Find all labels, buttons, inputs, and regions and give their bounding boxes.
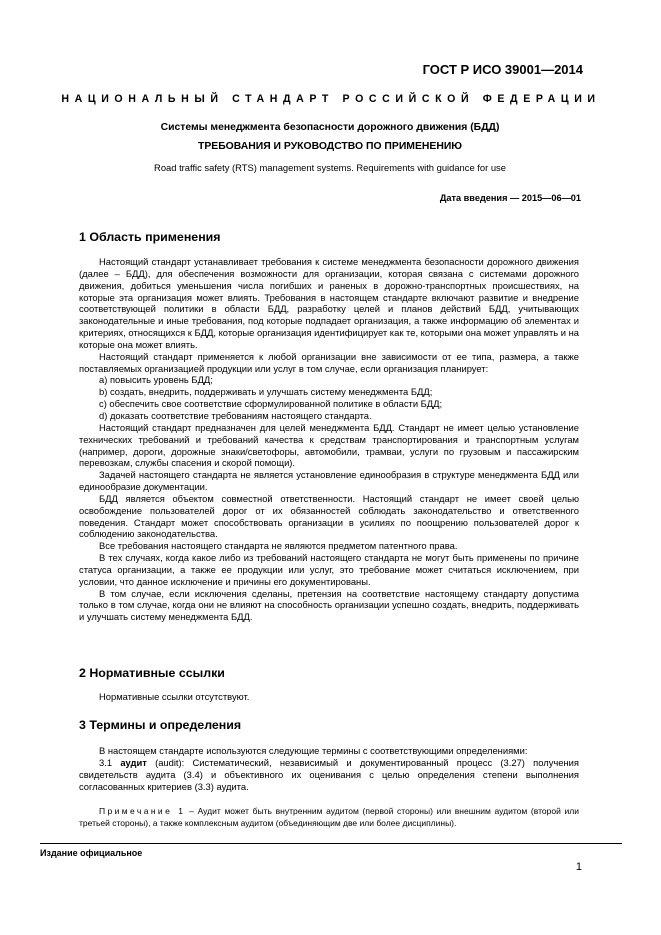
note-text: – Аудит может быть внутренним аудитом (первой стороны) или внешним аудитом (второй или третьей стороны), а также комплексным аудитом (объединяющим две или более дисциплины). <box>79 806 579 828</box>
term-definition <box>79 757 579 793</box>
paragraph: В тех случаях, когда какое либо из требований настоящего стандарта не могут быть применены по причине статуса организации, а также ее продукции или услуг, это требование может считаться исключением, при условии, что данное исключение и причины его документированы. <box>79 552 579 587</box>
note-label: Примечание 1 <box>99 806 186 816</box>
paragraph: Все требования настоящего стандарта не являются предметом патентного права. <box>99 540 458 552</box>
section-1-heading: 1 Область применения <box>79 230 221 244</box>
paragraph: Задачей настоящего стандарта не является установление единообразия в структуре менеджмента БДД или единообразие документации. <box>79 469 579 493</box>
national-standard-banner: НАЦИОНАЛЬНЫЙ СТАНДАРТ РОССИЙСКОЙ ФЕДЕРАЦИИ <box>61 93 601 105</box>
paragraph: Настоящий стандарт применяется к любой организации вне зависимости от ее типа, размера, а также поставляемых организацией продукции или услуг в том случае, если организация планирует: <box>79 350 579 374</box>
footer-divider <box>40 843 622 844</box>
section-3-heading: 3 Термины и определения <box>79 718 242 732</box>
paragraph: В настоящем стандарте используются следующие термины с соответствующими определениями: <box>99 745 528 756</box>
page-number: 1 <box>575 861 582 873</box>
edition-label: Издание официальное <box>40 848 143 858</box>
paragraph: Настоящий стандарт устанавливает требования к системе менеджмента безопасности дорожного движения (далее – БДД), для обеспечения возможности для организации, которая связана с системами дорожного движения, добиться уменьшения числа погибших и раненых в дорожно-транспортных происшествиях, на которые эта организация может влиять. Требования в настоящем стандарте включают развитие и внедрение соответствующей политики в области БДД, разработку целей и планов действий БДД, учитывающих законодательные и иные требования, под которые подпадает организация, а также информацию об элементах и критериях, относящихся к БДД, которые организация идентифицирует как те, которыми она может управлять и на которые она может влиять. <box>79 256 579 350</box>
term-number: 3.1 <box>99 756 113 768</box>
document-subtitle: ТРЕБОВАНИЯ И РУКОВОДСТВО ПО ПРИМЕНЕНИЮ <box>197 141 463 152</box>
section-2-body <box>79 691 579 703</box>
section-3-body <box>79 745 579 792</box>
english-title: Road traffic safety (RTS) management systems. Requirements with guidance for use <box>154 162 506 173</box>
introduction-date: Дата введения — 2015—06—01 <box>439 193 581 203</box>
document-title: Системы менеджмента безопасности дорожного движения (БДД) <box>160 122 500 133</box>
list-item: с) обеспечить свое соответствие сформулированной политике в области БДД; <box>99 398 443 410</box>
paragraph: Нормативные ссылки отсутствуют. <box>99 691 250 702</box>
term-definition-text: (audit): Систематический, независимый и документированный процесс (3.27) получения свидетельств аудита (3.4) и объективного их оценивания с целью определения степени выполнения согласованных критериев (3.3) аудита. <box>79 756 579 792</box>
paragraph: БДД является объектом совместной ответственности. Настоящий стандарт не имеет своей целью освобождение пользователей дорог от их обязанностей соблюдать законодательство и ответственного поведения. Стандарт может способствовать организации в усилиях по поощрению пользователей дорог к соблюдению законодательства. <box>79 492 579 540</box>
term: аудит <box>120 756 147 768</box>
section-2-heading: 2 Нормативные ссылки <box>79 666 225 680</box>
list-item: b) создать, внедрить, поддерживать и улучшать систему менеджмента БДД; <box>99 386 433 398</box>
list-item: а) повысить уровень БДД; <box>99 374 213 386</box>
paragraph: В том случае, если исключения сделаны, претензия на соответствие настоящему стандарту допустима только в том случае, когда они не влияют на способность организации успешно создать, внедрить, поддерживать и улучшать систему менеджмента БДД. <box>79 587 579 623</box>
list-item: d) доказать соответствие требованиям настоящего стандарта. <box>99 409 372 421</box>
standard-number: ГОСТ Р ИСО 39001—2014 <box>422 62 583 77</box>
section-1-body <box>79 256 579 623</box>
paragraph: Настоящий стандарт предназначен для целей менеджмента БДД. Стандарт не имеет целью установление технических требований и требований качества к средствам транспортирования и транспортным услугам (например, дороги, дорожные знаки/светофоры, автомобили, трамваи, услуги по грузовым и пассажирским перевозкам, службы спасения и скорой помощи). <box>79 421 579 469</box>
note-paragraph <box>79 806 579 829</box>
note <box>79 806 579 829</box>
